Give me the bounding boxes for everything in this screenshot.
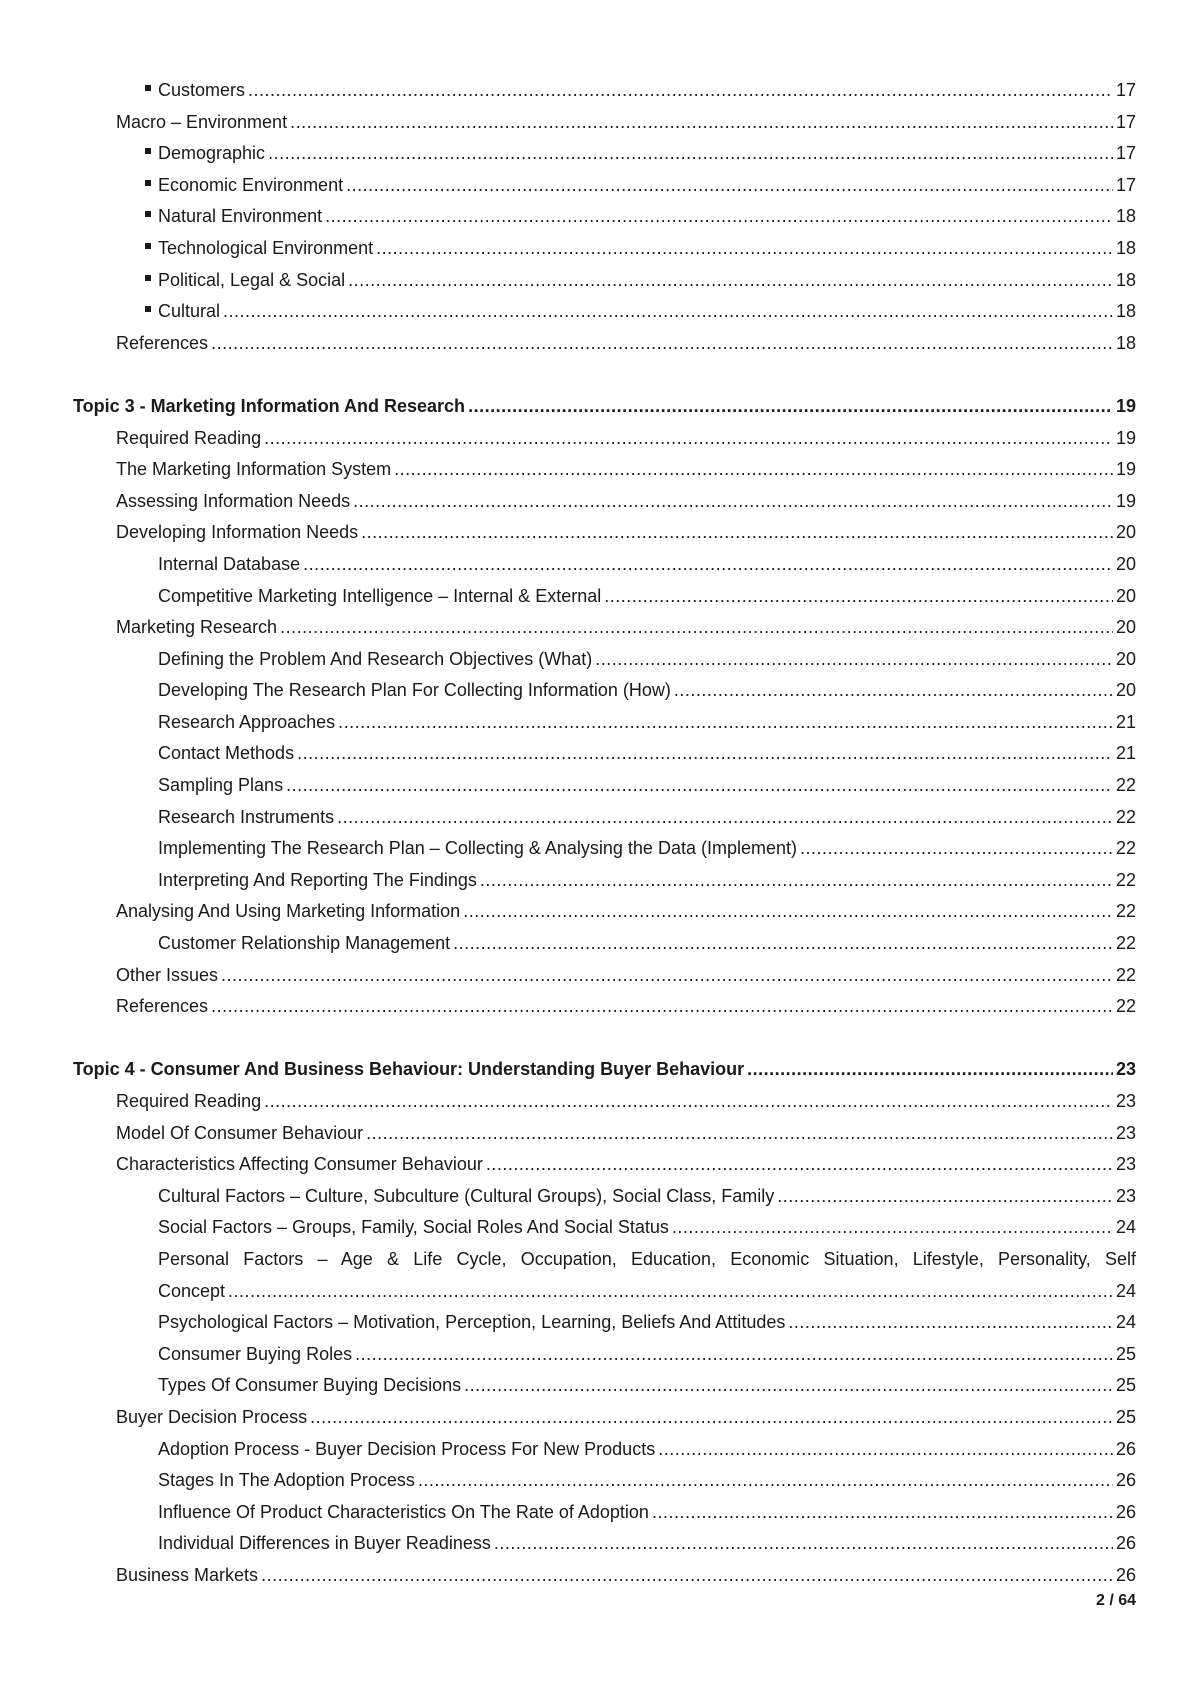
toc-entry-page: 22 [1115, 775, 1136, 796]
toc-entry-page: 24 [1115, 1217, 1136, 1238]
toc-entry-page: 17 [1115, 174, 1136, 195]
toc-entry-page: 18 [1115, 237, 1136, 258]
dot-leader [211, 328, 1113, 360]
dot-leader [652, 1497, 1113, 1529]
toc-entry[interactable] [73, 265, 1136, 297]
toc-entry-label: Assessing Information Needs [116, 490, 351, 511]
dot-leader [366, 1118, 1113, 1150]
dot-leader [338, 707, 1113, 739]
toc-entry-label: Natural Environment [158, 206, 323, 227]
dot-leader [361, 517, 1113, 549]
toc-entry-page: 20 [1115, 680, 1136, 701]
toc-entry-page: 22 [1115, 838, 1136, 859]
toc-entry-label: Contact Methods [158, 743, 295, 764]
toc-entry-label: Buyer Decision Process [116, 1406, 308, 1427]
toc-entry[interactable] [73, 1402, 1136, 1434]
toc-entry-label: Other Issues [116, 964, 219, 985]
dot-leader [310, 1402, 1113, 1434]
toc-entry-label: Competitive Marketing Intelligence – Internal & External [158, 585, 602, 606]
dot-leader [337, 802, 1113, 834]
toc-entry[interactable] [73, 1339, 1136, 1371]
toc-entry[interactable] [73, 1086, 1136, 1118]
toc-entry-label: References [116, 996, 209, 1017]
dot-leader [348, 265, 1113, 297]
dot-leader [264, 423, 1113, 455]
toc-entry[interactable] [73, 1370, 1136, 1402]
toc-entry-label: Characteristics Affecting Consumer Behaviour [116, 1154, 483, 1175]
toc-entry-label: Required Reading [116, 1091, 262, 1111]
toc-entry[interactable] [73, 1465, 1136, 1497]
toc-entry-label: Cultural [158, 301, 221, 322]
toc-entry[interactable] [73, 517, 1136, 549]
toc-entry-page: 17 [1115, 111, 1136, 132]
toc-entry[interactable] [73, 1244, 1136, 1307]
toc-entry-page: 26 [1115, 1564, 1136, 1585]
toc-entry-label: Consumer Buying Roles [158, 1343, 353, 1364]
dot-leader [286, 770, 1113, 802]
dot-leader [353, 486, 1113, 518]
toc-entry[interactable] [73, 960, 1136, 992]
toc-entry-page: 18 [1115, 206, 1136, 227]
toc-entry[interactable] [73, 1434, 1136, 1466]
dot-leader [800, 833, 1113, 865]
dot-leader [264, 1086, 1113, 1118]
dot-leader [788, 1307, 1113, 1339]
dot-leader [453, 928, 1113, 960]
toc-entry[interactable] [73, 201, 1136, 233]
dot-leader [355, 1339, 1113, 1371]
toc-entry[interactable] [73, 328, 1136, 360]
toc-entry-label: Interpreting And Reporting The Findings [158, 869, 477, 890]
toc-entry[interactable] [73, 486, 1136, 518]
toc-entry-page: 22 [1115, 806, 1136, 827]
toc-entry[interactable] [73, 581, 1136, 613]
toc-entry-label: Demographic [158, 143, 266, 164]
dot-leader [595, 644, 1113, 676]
toc-entry-label: Stages In The Adoption Process [158, 1470, 415, 1491]
dot-leader [463, 896, 1113, 928]
toc-entry[interactable] [73, 138, 1136, 170]
toc-entry-page: 23 [1115, 1091, 1136, 1111]
toc-entry-page: 22 [1115, 996, 1136, 1017]
toc-entry[interactable] [73, 928, 1136, 960]
toc-entry-page: 19 [1115, 427, 1136, 448]
toc-entry-page: 25 [1115, 1343, 1136, 1364]
toc-entry-label: Customers [158, 80, 246, 100]
toc-entry-label: Influence Of Product Characteristics On The Rate of Adoption [158, 1501, 649, 1522]
dot-leader [325, 201, 1113, 233]
toc-entry-label: Developing The Research Plan For Collecting Information (How) [158, 680, 671, 701]
toc-entry-label: Analysing And Using Marketing Information [116, 901, 461, 922]
toc-entry-page: 26 [1115, 1533, 1136, 1554]
dot-leader [221, 960, 1113, 992]
dot-leader [290, 107, 1113, 139]
toc-entry-page: 24 [1115, 1280, 1136, 1301]
toc-entry-label: Individual Differences in Buyer Readiness [158, 1533, 491, 1554]
toc-entry[interactable] [73, 833, 1136, 865]
dot-leader [494, 1528, 1113, 1560]
dot-leader [228, 1276, 1113, 1308]
toc-entry-label: Research Approaches [158, 711, 336, 732]
toc-entry-label: Psychological Factors – Motivation, Perception, Learning, Beliefs And Attitudes [158, 1312, 786, 1333]
dot-leader [468, 391, 1113, 423]
toc-entry-label: Topic 3 - Marketing Information And Research [73, 395, 466, 416]
dot-leader [480, 865, 1113, 897]
toc-entry[interactable] [73, 675, 1136, 707]
toc-entry-page: 25 [1115, 1406, 1136, 1427]
dot-leader [223, 296, 1113, 328]
toc-entry-page: 17 [1115, 80, 1136, 100]
toc-entry-label: References [116, 332, 209, 353]
toc-entry-label: Implementing The Research Plan – Collecting & Analysing the Data (Implement) [158, 838, 797, 859]
toc-entry-page: 21 [1115, 711, 1136, 732]
toc-entry-label: Topic 4 - Consumer And Business Behaviour: Understanding Buyer Behaviour [73, 1059, 745, 1080]
toc-entry-label: Model Of Consumer Behaviour [116, 1122, 364, 1143]
toc-entry[interactable] [73, 991, 1136, 1023]
dot-leader [672, 1212, 1113, 1244]
toc-entry[interactable] [73, 549, 1136, 581]
toc-entry-page: 22 [1115, 901, 1136, 922]
toc-entry-page: 22 [1115, 933, 1136, 954]
dot-leader [486, 1149, 1113, 1181]
toc-entry[interactable] [73, 391, 1136, 423]
toc-entry[interactable] [73, 107, 1136, 139]
toc-entry-label: Adoption Process - Buyer Decision Process For New Products [158, 1438, 656, 1459]
toc-entry-page: 18 [1115, 332, 1136, 353]
dot-leader [280, 612, 1113, 644]
toc-entry-page: 20 [1115, 617, 1136, 638]
toc-entry-label: Required Reading [116, 427, 262, 448]
toc-entry-label: Economic Environment [158, 174, 344, 195]
toc-entry[interactable] [73, 1118, 1136, 1150]
toc-entry[interactable] [73, 896, 1136, 928]
toc-entry-page: 21 [1115, 743, 1136, 764]
toc-entry[interactable] [73, 644, 1136, 676]
toc-entry-page: 23 [1115, 1185, 1136, 1206]
toc-entry[interactable] [73, 1528, 1136, 1560]
toc-entry-page: 24 [1115, 1312, 1136, 1333]
toc-entry-label: Sampling Plans [158, 775, 284, 796]
toc-entry[interactable] [73, 770, 1136, 802]
toc-entry[interactable] [73, 170, 1136, 202]
toc-entry-page: 20 [1115, 648, 1136, 669]
toc-entry-label: Social Factors – Groups, Family, Social Roles And Social Status [158, 1217, 669, 1238]
toc-entry[interactable] [73, 612, 1136, 644]
toc-entry-page: 20 [1115, 553, 1136, 574]
toc-entry-label: Technological Environment [158, 237, 374, 258]
toc-entry[interactable] [73, 1054, 1136, 1086]
toc-entry-page: 19 [1115, 459, 1136, 480]
toc-entry[interactable] [73, 1181, 1136, 1213]
toc-entry-label-continuation: Concept [158, 1280, 226, 1301]
toc-entry[interactable] [73, 75, 1136, 107]
toc-entry[interactable] [73, 1149, 1136, 1181]
toc-entry-label: Research Instruments [158, 806, 335, 827]
toc-entry-label: Macro – Environment [116, 111, 288, 132]
dot-leader [604, 581, 1113, 613]
dot-leader [464, 1370, 1113, 1402]
toc-entry-page: 23 [1115, 1059, 1136, 1080]
toc-entry-page: 20 [1115, 585, 1136, 606]
toc-entry-page: 19 [1115, 490, 1136, 511]
toc-entry[interactable] [73, 802, 1136, 834]
toc-entry-page: 20 [1115, 522, 1136, 543]
toc-entry-page: 17 [1115, 143, 1136, 164]
toc-entry-label: Business Markets [116, 1564, 259, 1585]
toc-entry[interactable] [73, 454, 1136, 486]
toc-entry-label: Cultural Factors – Culture, Subculture (Cultural Groups), Social Class, Family [158, 1185, 775, 1206]
toc-entry-page: 18 [1115, 301, 1136, 322]
dot-leader [658, 1434, 1113, 1466]
dot-leader [418, 1465, 1113, 1497]
toc-entry-label: Personal Factors – Age & Life Cycle, Occupation, Education, Economic Situation, Lifestyle, Personality, Self [158, 1248, 1136, 1269]
toc-entry-label: The Marketing Information System [116, 459, 392, 480]
toc-entry[interactable] [73, 1212, 1136, 1244]
toc-entry-label: Types Of Consumer Buying Decisions [158, 1375, 462, 1396]
toc-entry[interactable] [73, 707, 1136, 739]
dot-leader [777, 1181, 1113, 1213]
toc-entry[interactable] [73, 1497, 1136, 1529]
toc-entry-page: 23 [1115, 1122, 1136, 1143]
toc-entry-page: 25 [1115, 1375, 1136, 1396]
dot-leader [376, 233, 1113, 265]
dot-leader [261, 1560, 1113, 1592]
toc-entry[interactable] [73, 423, 1136, 455]
dot-leader [297, 738, 1113, 770]
toc-entry-label: Marketing Research [116, 617, 278, 638]
toc-entry-page: 26 [1115, 1470, 1136, 1491]
toc-entry-page: 18 [1115, 269, 1136, 290]
toc-entry-label: Developing Information Needs [116, 522, 359, 543]
toc-entry-page: 19 [1115, 395, 1136, 416]
toc-entry-page: 22 [1115, 869, 1136, 890]
toc-entry-label: Defining the Problem And Research Objectives (What) [158, 648, 593, 669]
dot-leader [674, 675, 1113, 707]
toc-entry[interactable] [73, 738, 1136, 770]
page-number: 2 / 64 [1095, 1592, 1136, 1609]
dot-leader [248, 75, 1113, 107]
toc-entry[interactable] [73, 865, 1136, 897]
toc-entry-page: 23 [1115, 1154, 1136, 1175]
toc-entry[interactable] [73, 1307, 1136, 1339]
toc-entry-page: 26 [1115, 1438, 1136, 1459]
dot-leader [747, 1054, 1113, 1086]
toc-entry-label: Internal Database [158, 553, 301, 574]
toc-entry-label: Political, Legal & Social [158, 269, 346, 290]
dot-leader [211, 991, 1113, 1023]
toc-entry[interactable] [73, 233, 1136, 265]
toc-entry[interactable] [73, 1560, 1136, 1592]
dot-leader [394, 454, 1113, 486]
toc-entry-label: Customer Relationship Management [158, 933, 451, 954]
toc-entry-page: 26 [1115, 1501, 1136, 1522]
toc-entry-page: 22 [1115, 964, 1136, 985]
toc-entry[interactable] [73, 296, 1136, 328]
dot-leader [303, 549, 1113, 581]
dot-leader [346, 170, 1113, 202]
dot-leader [268, 138, 1113, 170]
table-of-contents [73, 75, 1136, 1592]
